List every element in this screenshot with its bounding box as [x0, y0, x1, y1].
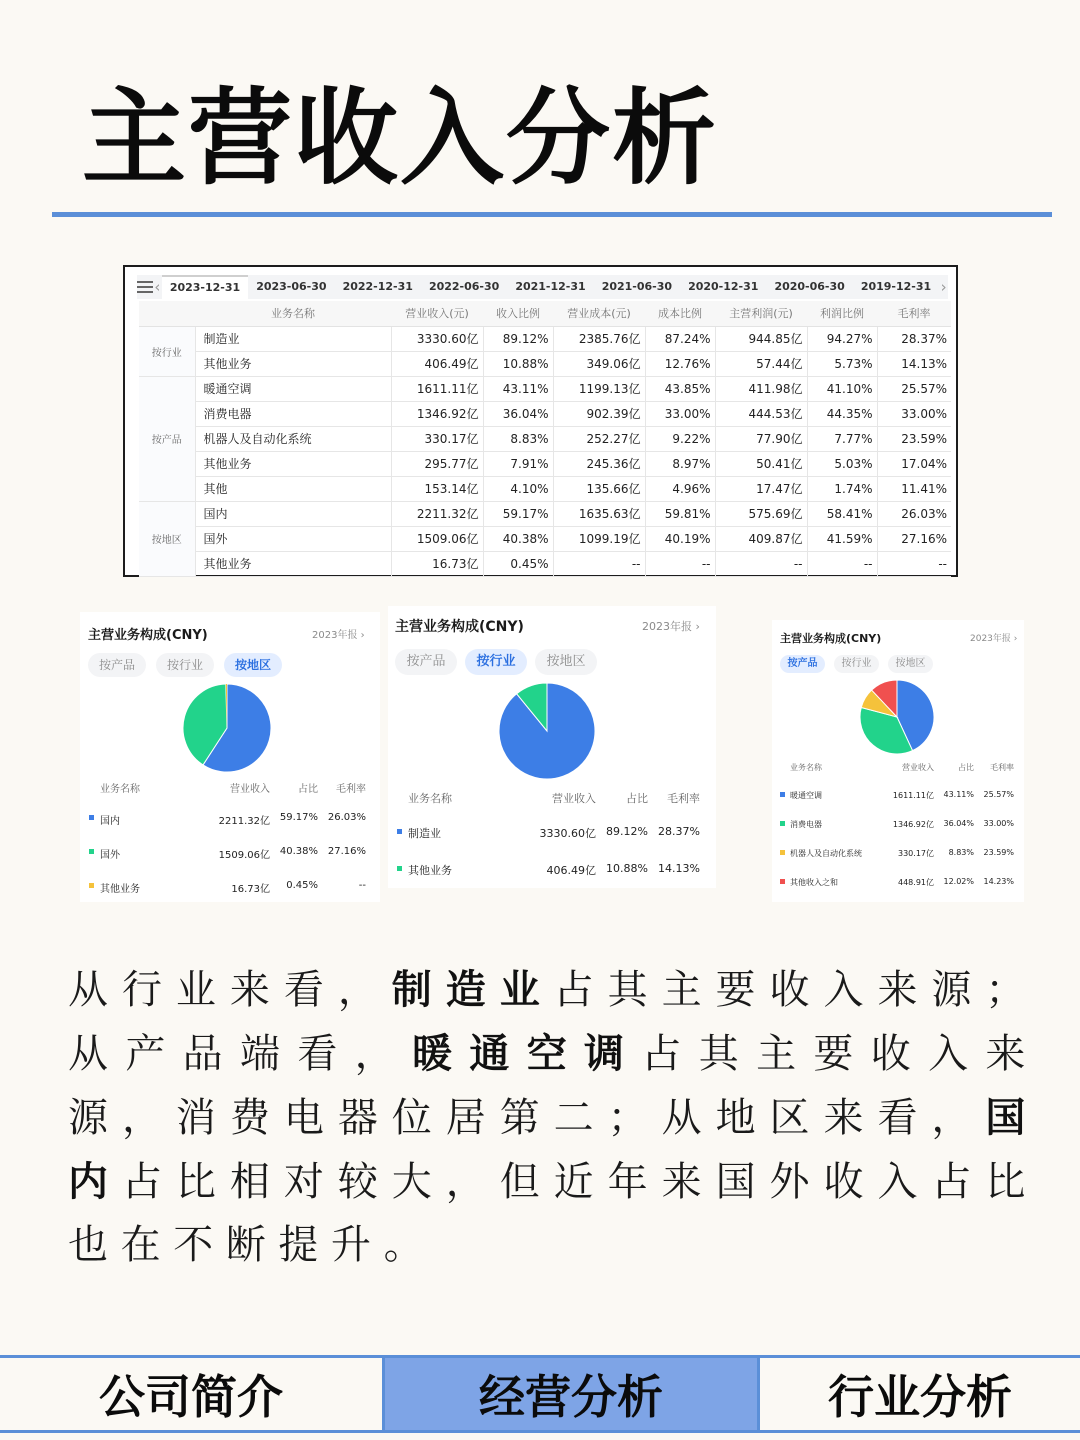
header-revenue: 营业收入: [902, 763, 934, 772]
date-tab[interactable]: 2021-06-30: [601, 280, 673, 293]
pie-chart: [860, 680, 934, 754]
value-cell: 7.91%: [483, 451, 553, 476]
row-margin: 28.37%: [658, 825, 700, 838]
card-title: 主营业务构成(CNY): [395, 619, 524, 635]
tab-by-product[interactable]: 按产品: [395, 649, 457, 675]
value-cell: 87.24%: [645, 326, 715, 351]
value-cell: 153.14亿: [391, 476, 483, 501]
business-name-cell: 其他业务: [195, 351, 391, 376]
revenue-breakdown-table: [139, 301, 951, 577]
row-share: 89.12%: [606, 825, 648, 838]
header-share: 占比: [298, 784, 318, 795]
value-cell: 1346.92亿: [391, 401, 483, 426]
value-cell: 295.77亿: [391, 451, 483, 476]
value-cell: 1611.11亿: [391, 376, 483, 401]
row-group-label: 按行业: [139, 326, 195, 376]
value-cell: 1635.63亿: [553, 501, 645, 526]
card-title: 主营业务构成(CNY): [88, 628, 208, 643]
menu-icon[interactable]: [137, 275, 153, 299]
value-cell: 409.87亿: [715, 526, 807, 551]
value-cell: 28.37%: [877, 326, 951, 351]
row-name: 国外: [100, 850, 120, 861]
legend-dot-icon: [780, 879, 785, 884]
value-cell: 135.66亿: [553, 476, 645, 501]
row-revenue: 1611.11亿: [892, 791, 934, 800]
value-cell: 10.88%: [483, 351, 553, 376]
nav-company-profile[interactable]: 公司简介: [0, 1358, 382, 1430]
value-cell: 9.22%: [645, 426, 715, 451]
row-margin: 27.16%: [327, 846, 366, 857]
value-cell: --: [645, 551, 715, 576]
value-cell: 2385.76亿: [553, 326, 645, 351]
value-cell: 25.57%: [877, 376, 951, 401]
pie-chart: [183, 684, 271, 772]
report-year-link[interactable]: 2023年报 ›: [312, 630, 365, 641]
header-revenue: 营业收入: [230, 784, 270, 795]
value-cell: 50.41亿: [715, 451, 807, 476]
revenue-table-panel: [123, 265, 958, 577]
date-tab[interactable]: 2022-06-30: [428, 280, 500, 293]
pie-chart: [499, 683, 595, 779]
row-name: 暖通空调: [790, 791, 822, 800]
value-cell: 41.10%: [807, 376, 877, 401]
business-name-cell: 其他: [195, 476, 391, 501]
value-cell: 43.11%: [483, 376, 553, 401]
value-cell: 575.69亿: [715, 501, 807, 526]
table-row: [139, 476, 951, 501]
report-year-link[interactable]: 2023年报 ›: [970, 634, 1018, 644]
date-tab[interactable]: 2020-12-31: [688, 280, 759, 293]
value-cell: 77.90亿: [715, 426, 807, 451]
business-name-cell: 消费电器: [195, 401, 391, 426]
value-cell: 27.16%: [877, 526, 951, 551]
value-cell: 33.00%: [645, 401, 715, 426]
legend-dot-icon: [780, 821, 785, 826]
table-row: [139, 326, 951, 351]
legend-dot-icon: [89, 883, 94, 888]
row-group-label: 按产品: [139, 376, 195, 501]
value-cell: 40.19%: [645, 526, 715, 551]
composition-card-industry: [388, 606, 716, 888]
value-cell: --: [553, 551, 645, 576]
row-revenue: 1346.92亿: [892, 820, 934, 829]
row-share: 36.04%: [943, 819, 974, 828]
row-revenue: 406.49亿: [546, 864, 596, 877]
value-cell: 406.49亿: [391, 351, 483, 376]
column-header: 利润比例: [807, 301, 877, 326]
value-cell: 330.17亿: [391, 426, 483, 451]
title-divider: [52, 212, 1052, 217]
table-row: [139, 551, 951, 576]
value-cell: 3330.60亿: [391, 326, 483, 351]
value-cell: 36.04%: [483, 401, 553, 426]
legend-dot-icon: [89, 815, 94, 820]
table-row: [139, 351, 951, 376]
table-row: [139, 401, 951, 426]
report-year-link[interactable]: 2023年报 ›: [642, 620, 700, 633]
column-header: 成本比例: [645, 301, 715, 326]
tab-by-region[interactable]: 按地区: [224, 653, 282, 677]
row-share: 0.45%: [286, 880, 318, 891]
value-cell: --: [715, 551, 807, 576]
row-name: 制造业: [408, 827, 441, 840]
table-row: [139, 376, 951, 401]
legend-dot-icon: [397, 866, 402, 871]
business-name-cell: 暖通空调: [195, 376, 391, 401]
tab-by-industry[interactable]: 按行业: [156, 653, 214, 677]
paragraph-text: 从行业来看，: [68, 967, 392, 1013]
value-cell: --: [807, 551, 877, 576]
card-title: 主营业务构成(CNY): [780, 632, 882, 645]
row-margin: 33.00%: [983, 819, 1014, 828]
row-name: 其他业务: [408, 864, 452, 877]
value-cell: 43.85%: [645, 376, 715, 401]
nav-business-analysis[interactable]: 经营分析: [382, 1358, 760, 1430]
date-tab[interactable]: 2023-12-31: [162, 275, 248, 299]
value-cell: 41.59%: [807, 526, 877, 551]
value-cell: 58.41%: [807, 501, 877, 526]
value-cell: 16.73亿: [391, 551, 483, 576]
column-header: 主营利润(元): [715, 301, 807, 326]
date-tab[interactable]: 2019-12-31: [860, 280, 932, 293]
row-share: 10.88%: [606, 862, 648, 875]
value-cell: 1099.19亿: [553, 526, 645, 551]
tab-by-industry[interactable]: 按行业: [465, 649, 527, 675]
date-tabs: [162, 275, 939, 299]
row-name: 机器人及自动化系统: [790, 849, 862, 858]
value-cell: 349.06亿: [553, 351, 645, 376]
page-title: 主营收入分析: [82, 77, 719, 199]
value-cell: 245.36亿: [553, 451, 645, 476]
header-revenue: 营业收入: [552, 792, 596, 805]
date-tab[interactable]: 2022-12-31: [342, 280, 413, 293]
value-cell: 17.04%: [877, 451, 951, 476]
value-cell: 944.85亿: [715, 326, 807, 351]
row-margin: 14.23%: [983, 877, 1014, 886]
value-cell: 14.13%: [877, 351, 951, 376]
table-row: [139, 501, 951, 526]
date-tab[interactable]: 2021-12-31: [515, 280, 586, 293]
value-cell: 33.00%: [877, 401, 951, 426]
row-name: 其他收入之和: [790, 878, 838, 887]
value-cell: 26.03%: [877, 501, 951, 526]
value-cell: 902.39亿: [553, 401, 645, 426]
row-margin: --: [358, 880, 366, 891]
composition-card-product: [772, 620, 1024, 902]
value-cell: 1199.13亿: [553, 376, 645, 401]
column-header: 业务名称: [195, 301, 391, 326]
table-row: [139, 451, 951, 476]
table-row: [139, 526, 951, 551]
date-tab[interactable]: 2020-06-30: [774, 280, 845, 293]
legend-dot-icon: [780, 792, 785, 797]
column-header: 营业收入(元): [391, 301, 483, 326]
header-share: 占比: [626, 792, 648, 805]
value-cell: 4.96%: [645, 476, 715, 501]
header-name: 业务名称: [790, 763, 822, 772]
business-name-cell: 机器人及自动化系统: [195, 426, 391, 451]
value-cell: 4.10%: [483, 476, 553, 501]
date-tab[interactable]: 2023-06-30: [256, 280, 327, 293]
date-tab-bar: [137, 275, 948, 299]
value-cell: 5.03%: [807, 451, 877, 476]
legend-dot-icon: [397, 829, 402, 834]
business-name-cell: 国外: [195, 526, 391, 551]
business-name-cell: 其他业务: [195, 551, 391, 576]
value-cell: 411.98亿: [715, 376, 807, 401]
value-cell: 44.35%: [807, 401, 877, 426]
value-cell: 8.97%: [645, 451, 715, 476]
value-cell: 11.41%: [877, 476, 951, 501]
column-header: 营业成本(元): [553, 301, 645, 326]
value-cell: 1.74%: [807, 476, 877, 501]
header-share: 占比: [958, 763, 974, 772]
value-cell: 8.83%: [483, 426, 553, 451]
row-revenue: 1509.06亿: [218, 850, 270, 861]
paragraph-text: 占其主要收入来源；从产品端看，: [68, 967, 1038, 1077]
table-header-row: [139, 301, 951, 326]
value-cell: 5.73%: [807, 351, 877, 376]
value-cell: 59.17%: [483, 501, 553, 526]
header-name: 业务名称: [100, 784, 140, 795]
chevron-right-icon[interactable]: ›: [940, 278, 947, 296]
row-margin: 26.03%: [327, 812, 366, 823]
header-margin: 毛利率: [990, 763, 1014, 772]
row-margin: 23.59%: [983, 848, 1014, 857]
tab-by-product[interactable]: 按产品: [780, 655, 825, 673]
row-margin: 14.13%: [658, 862, 700, 875]
tab-by-region[interactable]: 按地区: [888, 655, 933, 673]
nav-industry-analysis[interactable]: 行业分析: [760, 1358, 1080, 1430]
highlight-text: 制造业: [391, 966, 554, 1013]
value-cell: 252.27亿: [553, 426, 645, 451]
row-revenue: 3330.60亿: [539, 827, 596, 840]
value-cell: 7.77%: [807, 426, 877, 451]
header-margin: 毛利率: [336, 784, 366, 795]
business-name-cell: 其他业务: [195, 451, 391, 476]
paragraph-text: 占其主要收入来源，消费电器位居第二；从地区来看，: [68, 1031, 1039, 1141]
tab-by-product[interactable]: 按产品: [88, 653, 146, 677]
value-cell: 2211.32亿: [391, 501, 483, 526]
row-share: 8.83%: [948, 848, 974, 857]
row-revenue: 448.91亿: [898, 878, 934, 887]
value-cell: 1509.06亿: [391, 526, 483, 551]
value-cell: 94.27%: [807, 326, 877, 351]
highlight-text: 国内: [68, 1094, 1038, 1205]
row-share: 40.38%: [279, 846, 318, 857]
business-name-cell: 制造业: [195, 326, 391, 351]
paragraph-text: 占比相对较大，但近年来国外收入占比也在不断提升。: [68, 1159, 1038, 1268]
value-cell: 40.38%: [483, 526, 553, 551]
value-cell: 57.44亿: [715, 351, 807, 376]
summary-paragraph: [68, 958, 1038, 1277]
row-margin: 25.57%: [983, 790, 1014, 799]
header-margin: 毛利率: [667, 792, 700, 805]
highlight-text: 暖通空调: [412, 1030, 642, 1077]
value-cell: 0.45%: [483, 551, 553, 576]
row-revenue: 2211.32亿: [218, 816, 270, 827]
column-header: 收入比例: [483, 301, 553, 326]
value-cell: 12.76%: [645, 351, 715, 376]
value-cell: 89.12%: [483, 326, 553, 351]
business-name-cell: 国内: [195, 501, 391, 526]
row-share: 59.17%: [279, 812, 318, 823]
legend-dot-icon: [89, 849, 94, 854]
row-revenue: 330.17亿: [898, 849, 934, 858]
bottom-nav: [0, 1355, 1080, 1433]
tab-by-region[interactable]: 按地区: [535, 649, 597, 675]
chevron-left-icon[interactable]: ‹: [154, 278, 161, 296]
row-name: 其他业务: [100, 884, 140, 895]
legend-dot-icon: [780, 850, 785, 855]
value-cell: 17.47亿: [715, 476, 807, 501]
row-name: 国内: [100, 816, 120, 827]
row-name: 消费电器: [790, 820, 822, 829]
group-header: [139, 301, 195, 326]
row-group-label: 按地区: [139, 501, 195, 576]
composition-card-region: [80, 612, 380, 902]
value-cell: --: [877, 551, 951, 576]
value-cell: 23.59%: [877, 426, 951, 451]
row-share: 12.02%: [943, 877, 974, 886]
tab-by-industry[interactable]: 按行业: [834, 655, 879, 673]
column-header: 毛利率: [877, 301, 951, 326]
value-cell: 444.53亿: [715, 401, 807, 426]
table-row: [139, 426, 951, 451]
row-revenue: 16.73亿: [231, 884, 270, 895]
value-cell: 59.81%: [645, 501, 715, 526]
row-share: 43.11%: [943, 790, 974, 799]
header-name: 业务名称: [408, 792, 452, 805]
